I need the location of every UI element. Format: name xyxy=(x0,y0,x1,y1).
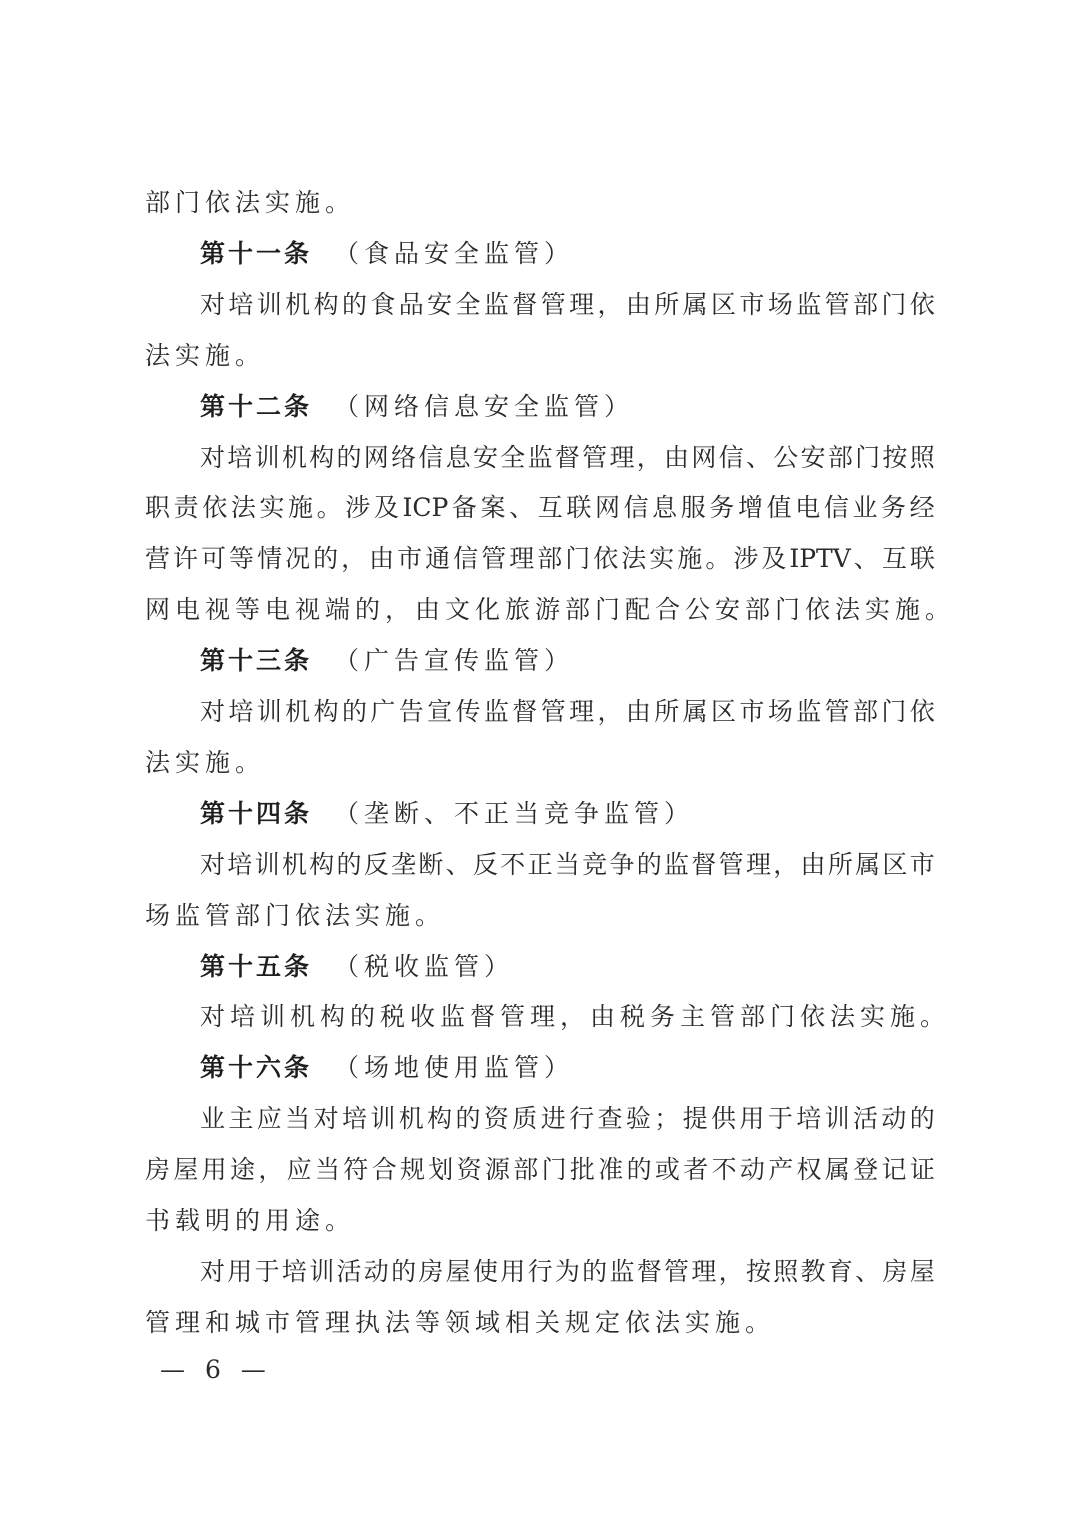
article-title: （食品安全监管） xyxy=(334,238,575,268)
article-13-heading xyxy=(0,636,1080,686)
text-line-01: 部门依法实施。 xyxy=(145,188,356,217)
text-line-19: 业 主 应 当 对 培 训 机 构 的 资 质 进 行 查 验 ； 提 供 用 于 培 训 活 动 的 xyxy=(200,1104,935,1134)
article-title: （场地使用监管） xyxy=(334,1053,575,1083)
text-line-20: 房 屋 用 途 ， 应 当 符 合 规 划 资 源 部 门 批 准 的 或 者 不 动 产 权 属 登 记 证 xyxy=(145,1155,935,1185)
article-label: 第十六条 xyxy=(200,1053,313,1083)
text-line-15: 场监管部门依法实施。 xyxy=(145,900,446,930)
article-16-heading xyxy=(0,1043,1080,1093)
article-label: 第十五条 xyxy=(200,951,313,981)
text-line-08: 营 许 可 等 情 况 的 ， 由 市 通 信 管 理 部 门 依 法 实 施 。 涉 及 IPTV 、 互 联 xyxy=(145,544,935,574)
article-title: （广告宣传监管） xyxy=(334,646,575,676)
article-14-heading xyxy=(0,789,1080,839)
text-line-14: 对 培 训 机 构 的 反 垄 断 、 反 不 正 当 竞 争 的 监 督 管 理 ， 由 所 属 区 市 xyxy=(200,849,935,879)
text-line-06: 对 培 训 机 构 的 网 络 信 息 安 全 监 督 管 理 ， 由 网 信 、 公 安 部 门 按 照 xyxy=(200,442,935,472)
article-title: （网络信息安全监管） xyxy=(334,391,635,421)
text-line-22: 对 用 于 培 训 活 动 的 房 屋 使 用 行 为 的 监 督 管 理 ， 按 照 教 育 、 房 屋 xyxy=(200,1256,935,1286)
article-label: 第十四条 xyxy=(200,798,313,828)
text-line-21: 书载明的用途。 xyxy=(145,1206,356,1235)
article-title: （垄断、不正当竞争监管） xyxy=(334,798,695,828)
text-line-09: 网电视等电视端的，由文化旅游部门配合公安部门依法实施。 xyxy=(145,595,956,625)
text-line-07: 职 责 依 法 实 施 。 涉 及 ICP 备 案 、 互 联 网 信 息 服 务 增 值 电 信 业 务 经 xyxy=(145,493,935,523)
article-15-heading xyxy=(0,942,1080,992)
text-line-11: 对 培 训 机 构 的 广 告 宣 传 监 督 管 理 ， 由 所 属 区 市 场 监 管 部 门 依 xyxy=(200,697,935,726)
article-label: 第十一条 xyxy=(200,238,313,268)
text-line-17: 对培训机构的税收监督管理，由税务主管部门依法实施。 xyxy=(200,1002,951,1032)
page-number: — 6 — xyxy=(160,1355,272,1384)
article-label: 第十二条 xyxy=(200,391,313,421)
text-line-04: 法实施。 xyxy=(145,340,266,370)
article-12-heading xyxy=(0,382,1080,432)
article-label: 第十三条 xyxy=(200,646,313,676)
article-11-heading xyxy=(0,229,1080,279)
text-line-03: 对 培 训 机 构 的 食 品 安 全 监 督 管 理 ， 由 所 属 区 市 场 监 管 部 门 依 xyxy=(200,289,935,319)
text-line-23: 管理和城市管理执法等领域相关规定依法实施。 xyxy=(145,1307,776,1337)
text-line-12: 法实施。 xyxy=(145,747,266,777)
article-title: （税收监管） xyxy=(334,951,515,981)
